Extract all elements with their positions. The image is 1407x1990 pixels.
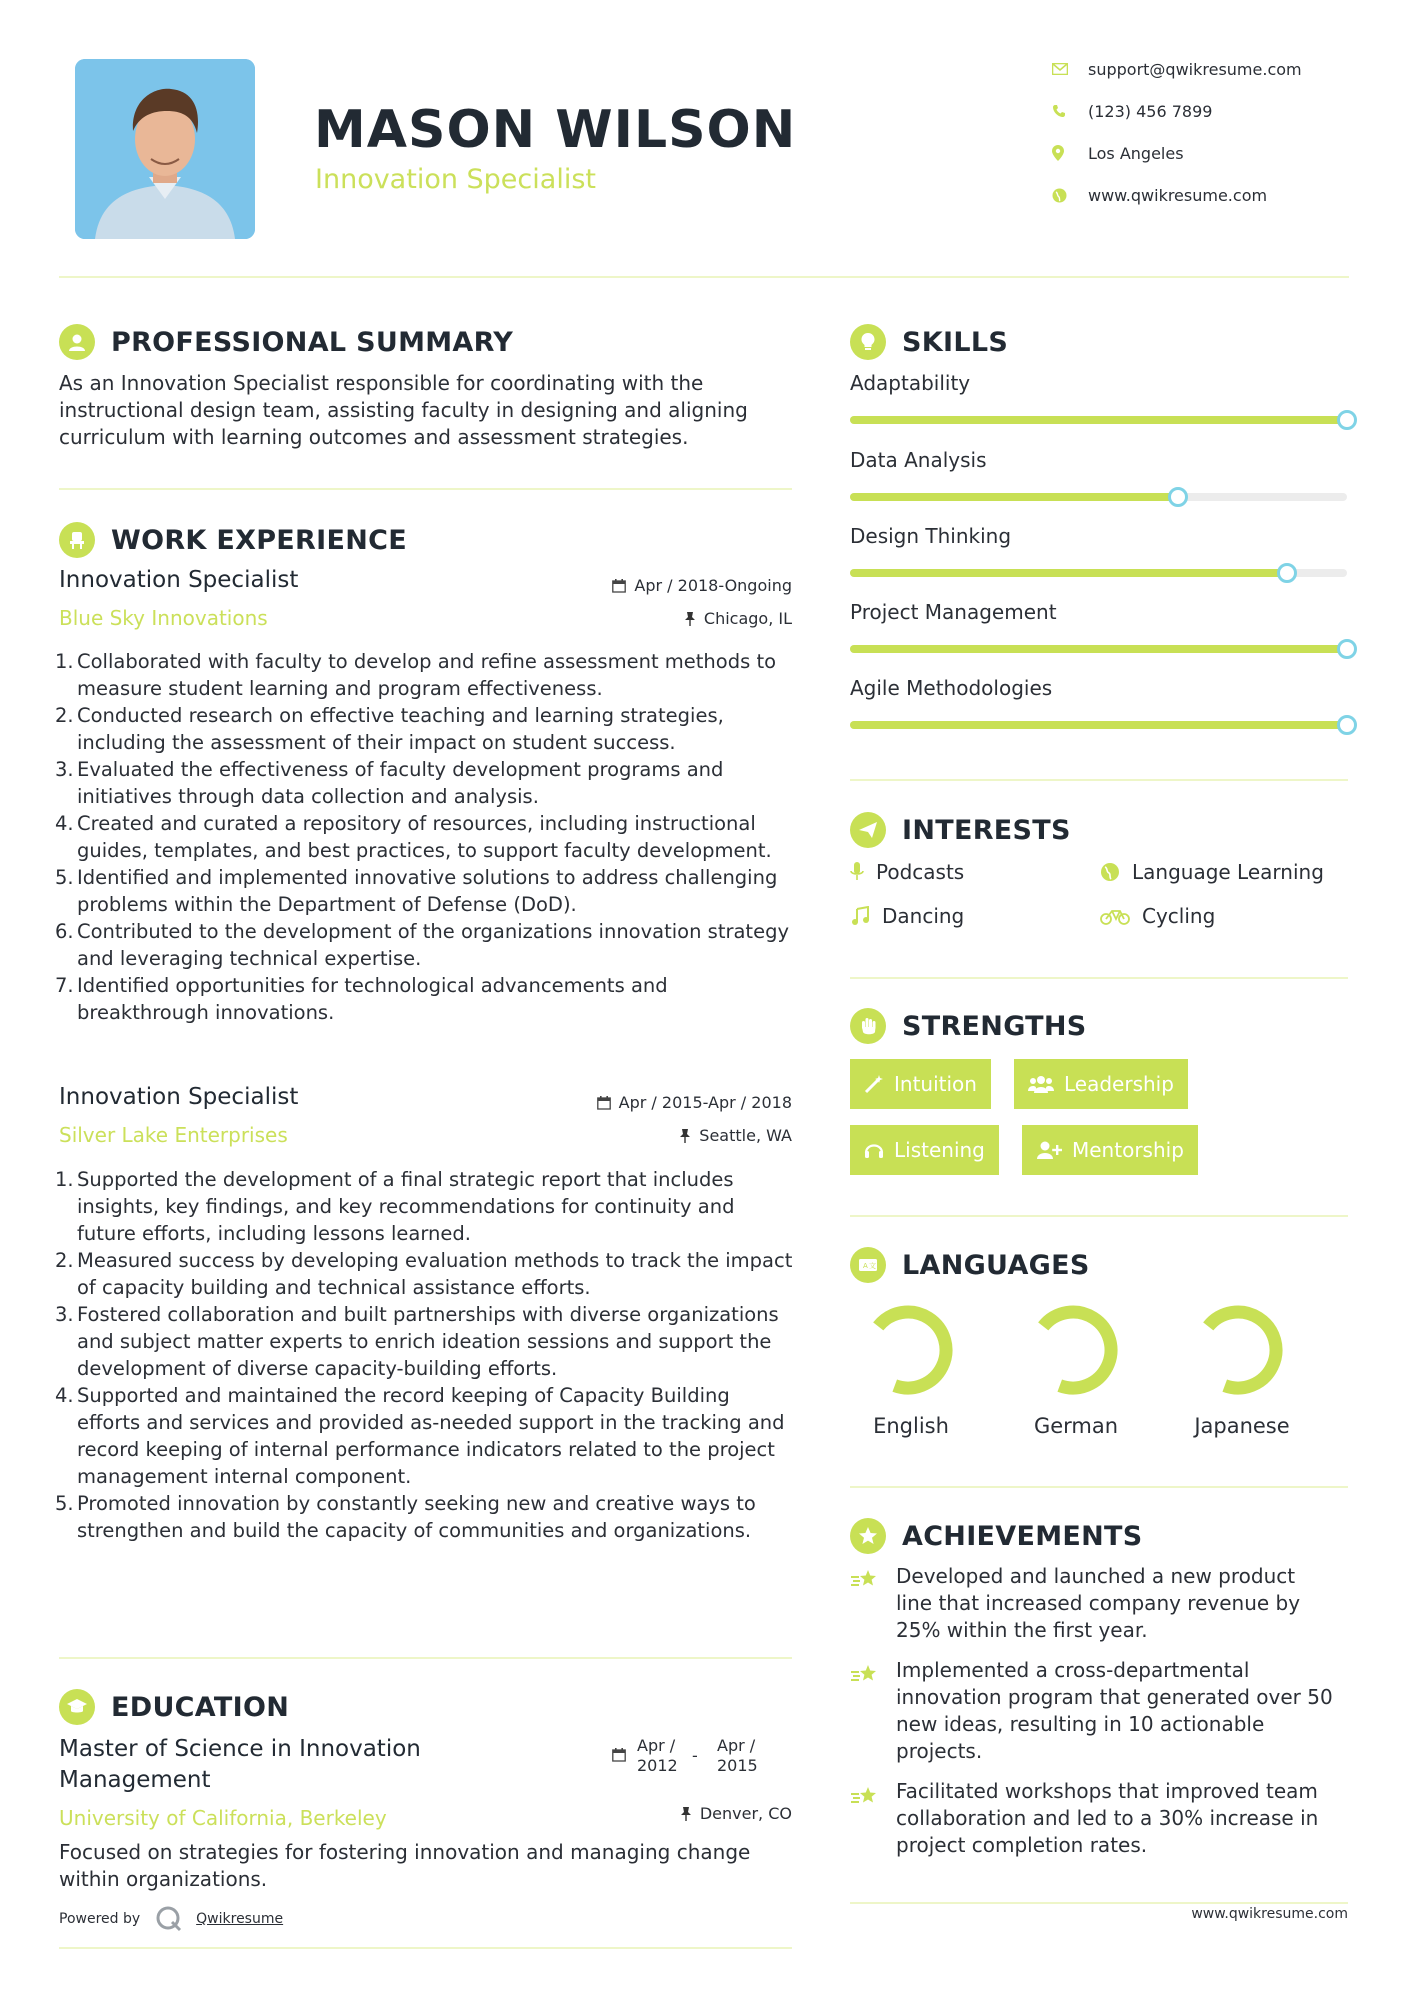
job-location (540, 609, 792, 628)
job-bullets (59, 1166, 799, 1544)
language-rings (850, 1296, 1348, 1406)
list-item: Contributed to the development of the organizations innovation strategy and leveraging technical expertise. (77, 920, 789, 970)
language-ring-english (878, 1312, 946, 1388)
skill-name: Design Thinking (850, 524, 1012, 548)
skills-divider (850, 779, 1348, 781)
strength-label: Mentorship (1072, 1138, 1184, 1162)
qwikresume-logo-icon (154, 1904, 184, 1934)
profile-photo (75, 59, 255, 239)
language-label: German (1033, 1414, 1119, 1438)
envelope-icon (1052, 63, 1088, 75)
job-title: Innovation Specialist (59, 567, 299, 593)
music-note-icon (850, 906, 870, 926)
skill-fill (850, 721, 1347, 729)
skill-bar (850, 416, 1347, 424)
education-dates (612, 1736, 792, 1776)
microphone-icon (850, 862, 864, 882)
achievement-icon (850, 1567, 880, 1597)
list-item: Collaborated with faculty to develop and refine assessment methods to measure student learning and program effectiveness. (77, 650, 777, 700)
job-company: Blue Sky Innovations (59, 606, 268, 630)
achievement-icon (850, 1784, 880, 1814)
pushpin-icon (680, 1807, 692, 1821)
interest-label: Cycling (1142, 904, 1216, 928)
language-label: English (873, 1414, 949, 1438)
list-item: Measured success by developing evaluation methods to track the impact of capacity building and technical assistance efforts. (77, 1249, 793, 1299)
skill-knob[interactable] (1337, 410, 1357, 430)
language-icon (850, 1247, 886, 1283)
degree-title: Master of Science in Innovation Management (59, 1736, 421, 1793)
skill-fill (850, 416, 1347, 424)
strength-label: Leadership (1064, 1072, 1174, 1096)
map-pin-icon (1052, 145, 1088, 161)
strength-chip-intuition (850, 1059, 991, 1109)
language-label: Japanese (1194, 1414, 1290, 1438)
interest-label: Podcasts (876, 860, 965, 884)
avatar (75, 59, 255, 239)
headphones-icon (864, 1140, 884, 1160)
skill-fill (850, 645, 1347, 653)
achievement-text: Facilitated workshops that improved team collaboration and led to a 30% increase in project completion rates. (896, 1779, 1319, 1857)
magic-wand-icon (864, 1074, 884, 1094)
languages-divider (850, 1486, 1348, 1488)
job-location-text: Chicago, IL (703, 609, 792, 628)
job-location (540, 1126, 792, 1145)
interest-label: Language Learning (1132, 860, 1324, 884)
graduation-cap-icon (59, 1689, 95, 1725)
list-item: Created and curated a repository of resources, including instructional guides, templates, and best practices, to support faculty development. (77, 812, 772, 862)
school-name: University of California, Berkeley (59, 1806, 387, 1830)
svg-text:A: A (863, 1262, 868, 1270)
skill-bar (850, 645, 1347, 653)
education-text: Focused on strategies for fostering innovation and managing change within organizations. (59, 1840, 751, 1891)
education-heading (59, 1687, 289, 1727)
skill-bar (850, 721, 1347, 729)
education-start-year: 2012 (637, 1756, 678, 1775)
experience-heading (59, 520, 407, 560)
skill-name: Project Management (850, 600, 1057, 624)
user-plus-icon (1036, 1140, 1062, 1160)
achievement-text: Developed and launched a new product line that increased company revenue by 25% within the first year. (896, 1564, 1301, 1642)
globe-icon (1100, 862, 1120, 882)
list-item: Evaluated the effectiveness of faculty development programs and initiatives through data collection and analysis. (77, 758, 724, 808)
date-separator: - (692, 1746, 698, 1765)
header-divider (59, 276, 1349, 278)
interest-dancing (850, 904, 964, 928)
powered-by (59, 1904, 283, 1934)
phone-text: (123) 456 7899 (1088, 101, 1213, 121)
skill-knob[interactable] (1337, 715, 1357, 735)
skill-knob[interactable] (1277, 563, 1297, 583)
summary-divider (59, 488, 792, 490)
strengths-divider (850, 1215, 1348, 1217)
svg-text:文: 文 (869, 1262, 876, 1270)
interest-label: Dancing (882, 904, 965, 928)
experience-title: WORK EXPERIENCE (111, 524, 407, 556)
location-text: Los Angeles (1088, 143, 1184, 163)
job-bullets (59, 648, 799, 1026)
interest-podcasts (850, 860, 964, 884)
brand-link[interactable]: Qwikresume (196, 1911, 284, 1927)
chair-icon (59, 522, 95, 558)
languages-heading (850, 1245, 1090, 1285)
website-text: www.qwikresume.com (1088, 185, 1268, 205)
education-start-month: Apr / (637, 1736, 676, 1755)
pushpin-icon (684, 612, 696, 626)
interests-title: INTERESTS (902, 814, 1071, 846)
list-item: Fostered collaboration and built partnerships with diverse organizations and subject matter experts to enrich ideation sessions and support the development of diverse capacity-building efforts. (77, 1303, 779, 1380)
list-item: Supported and maintained the record keeping of Capacity Building efforts and services and provided as-needed support in the tracking and record keeping of internal performance indicators related to the project management internal component. (77, 1384, 785, 1488)
job-title: Innovation Specialist (59, 1084, 299, 1110)
footer-divider-left (59, 1947, 792, 1949)
skill-name: Agile Methodologies (850, 676, 1053, 700)
calendar-icon (597, 1096, 611, 1110)
achievement-text: Implemented a cross-departmental innovation program that generated over 50 new ideas, resulting in 10 actionable projects. (896, 1658, 1333, 1763)
calendar-icon (612, 1748, 626, 1762)
language-ring-german (1043, 1312, 1111, 1388)
skill-fill (850, 493, 1178, 501)
language-ring-japanese (1208, 1312, 1276, 1388)
skill-fill (850, 569, 1287, 577)
strength-chip-leadership (1014, 1059, 1188, 1109)
summary-text: As an Innovation Specialist responsible for coordinating with the instructional design team, assisting faculty in designing and aligning curriculum with learning outcomes and assessment strategies. (59, 371, 748, 449)
phone-icon (1052, 104, 1088, 118)
skill-knob[interactable] (1168, 487, 1188, 507)
strength-chip-mentorship (1022, 1125, 1198, 1175)
education-end-month: Apr / (717, 1736, 756, 1755)
education-location (540, 1804, 792, 1823)
skill-name: Adaptability (850, 371, 971, 395)
contact-website[interactable] (1052, 183, 1267, 207)
job-dates-text: Apr / 2018-Ongoing (634, 576, 792, 595)
interests-divider (850, 977, 1348, 979)
achievements-divider (850, 1902, 1348, 1904)
shooting-star-icon (850, 1784, 880, 1810)
shooting-star-icon (850, 1567, 880, 1593)
strengths-heading (850, 1006, 1087, 1046)
job-dates-text: Apr / 2015-Apr / 2018 (618, 1093, 792, 1112)
pushpin-icon (679, 1129, 691, 1143)
contact-email[interactable] (1052, 57, 1302, 81)
job-location-text: Seattle, WA (699, 1126, 792, 1145)
achievement-icon (850, 1662, 880, 1692)
achievements-heading (850, 1516, 1143, 1556)
interest-language-learning (1100, 860, 1324, 884)
calendar-icon (612, 579, 626, 593)
paper-plane-icon (850, 812, 886, 848)
contact-location (1052, 141, 1184, 165)
user-icon (59, 324, 95, 360)
strength-chip-listening (850, 1125, 999, 1175)
footer-website[interactable]: www.qwikresume.com (1191, 1906, 1348, 1922)
summary-heading (59, 322, 513, 362)
skill-bar (850, 569, 1347, 577)
users-icon (1028, 1074, 1054, 1094)
shooting-star-icon (850, 1662, 880, 1688)
job-dates (540, 1093, 792, 1112)
list-item: Identified opportunities for technological advancements and breakthrough innovations. (77, 974, 668, 1024)
list-item: Supported the development of a final strategic report that includes insights, key findings, and key recommendations for continuity and future efforts, including lessons learned. (77, 1168, 735, 1245)
interests-heading (850, 810, 1071, 850)
job-company: Silver Lake Enterprises (59, 1123, 288, 1147)
education-title: EDUCATION (111, 1691, 290, 1723)
job-dates (540, 576, 792, 595)
email-text: support@qwikresume.com (1088, 59, 1302, 79)
experience-divider (59, 1657, 792, 1659)
education-location-text: Denver, CO (699, 1804, 792, 1823)
contact-phone[interactable] (1052, 99, 1212, 123)
lightbulb-icon (850, 324, 886, 360)
list-item: Conducted research on effective teaching and learning strategies, including the assessment of their impact on student success. (77, 704, 724, 754)
list-item: Promoted innovation by constantly seeking new and creative ways to strengthen and build the capacity of communities and organizations. (77, 1492, 756, 1542)
skills-title: SKILLS (902, 326, 1009, 358)
candidate-role: Innovation Specialist (315, 164, 596, 195)
candidate-name: MASON WILSON (314, 100, 797, 160)
bicycle-icon (1100, 907, 1130, 925)
star-badge-icon (850, 1518, 886, 1554)
skills-heading (850, 322, 1008, 362)
summary-title: PROFESSIONAL SUMMARY (111, 326, 514, 358)
hand-icon (850, 1008, 886, 1044)
achievements-title: ACHIEVEMENTS (902, 1520, 1143, 1552)
skill-name: Data Analysis (850, 448, 987, 472)
education-end-year: 2015 (717, 1756, 758, 1775)
skill-knob[interactable] (1337, 639, 1357, 659)
globe-icon (1052, 188, 1088, 203)
strength-label: Intuition (894, 1072, 977, 1096)
skill-bar (850, 493, 1347, 501)
list-item: Identified and implemented innovative solutions to address challenging problems within the Department of Defense (DoD). (77, 866, 778, 916)
strength-label: Listening (894, 1138, 985, 1162)
powered-by-label: Powered by (59, 1911, 141, 1927)
languages-title: LANGUAGES (902, 1249, 1090, 1281)
strengths-title: STRENGTHS (902, 1010, 1087, 1042)
interest-cycling (1100, 904, 1215, 928)
